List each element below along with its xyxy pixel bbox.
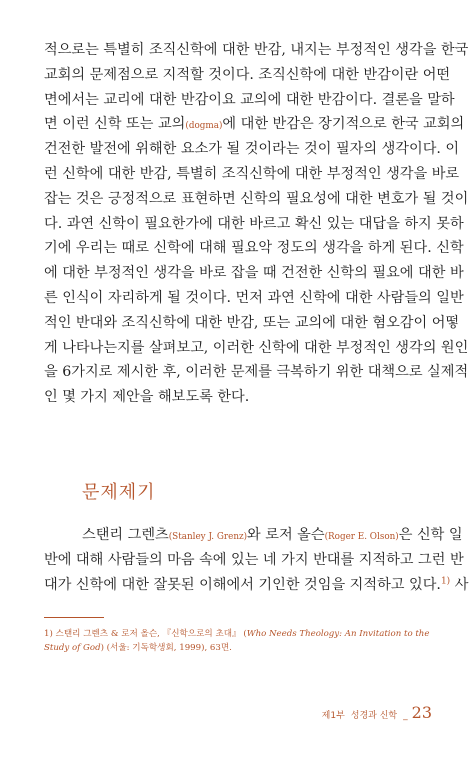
text-line-authors bbox=[44, 523, 463, 548]
author-olson: 와 로저 올슨 bbox=[247, 527, 325, 543]
dogma-gloss: (dogma) bbox=[185, 121, 223, 132]
text-segment: 사 bbox=[450, 576, 469, 593]
text-line: 건전한 발전에 위해한 요소가 될 것이라는 것이 필자의 생각이다. 이 bbox=[44, 141, 460, 158]
footnote-english-title: Who Needs Theology: An Invitation to the Study of God bbox=[44, 629, 430, 653]
text-line: 교회의 문제점으로 지적할 것이다. 조직신학에 대한 반감이란 어떤 bbox=[44, 66, 451, 83]
page-number: 23 bbox=[411, 703, 432, 722]
text-line: 을 6가지로 제시한 후, 이러한 문제를 극복하기 위한 대책으로 실제적 bbox=[44, 364, 469, 381]
author-grenz: 스탠리 그렌츠 bbox=[82, 527, 169, 543]
text-line: 에 대한 부정적인 생각을 바로 잡을 때 건전한 신학의 필요에 대한 바 bbox=[44, 265, 464, 282]
text-segment: 면 이런 신학 또는 교의 bbox=[44, 116, 186, 133]
text-line: 잡는 것은 긍정적으로 표현하면 신학의 필요성에 대한 변호가 될 것이 bbox=[44, 190, 469, 207]
footnote-text: 1) 스탠리 그렌츠 & 로저 올슨, 『신학으로의 초대』 ( bbox=[44, 629, 247, 639]
text-line: 다. 과연 신학이 필요한가에 대한 바르고 확신 있는 대답을 하지 못하 bbox=[44, 215, 464, 232]
text-line: 른 인식이 자리하게 될 것이다. 먼저 과연 신학에 대한 사람들의 일반 bbox=[44, 289, 464, 306]
text-line-dogma bbox=[44, 112, 465, 137]
text-line: 적인 반대와 조직신학에 대한 반감, 또는 교의에 대한 혐오감이 어떻 bbox=[44, 314, 460, 331]
footnote bbox=[44, 627, 434, 655]
section-label: 성경과 신학 bbox=[350, 711, 398, 721]
body-paragraph bbox=[44, 38, 469, 410]
text-line: 기에 우리는 때로 신학에 대해 필요악 정도의 생각을 하게 된다. 신학 bbox=[44, 240, 464, 257]
footnote-divider bbox=[44, 617, 104, 618]
grenz-gloss: (Stanley J. Grenz) bbox=[168, 532, 248, 542]
text-line: 면에서는 교리에 대한 반감이요 교의에 대한 반감이다. 결론을 말하 bbox=[44, 91, 455, 108]
text-line: 게 나타나는지를 살펴보고, 이러한 신학에 대한 부정적인 생각의 원인 bbox=[44, 339, 469, 356]
text-line: 런 신학에 대한 반감, 특별히 조직신학에 대한 부정적인 생각을 바로 bbox=[44, 165, 460, 182]
body-paragraph-2 bbox=[44, 523, 469, 597]
text-line: 반에 대해 사람들의 마음 속에 있는 네 가지 반대를 지적하고 그런 반 bbox=[44, 551, 464, 568]
text-line: 적으로는 특별히 조직신학에 대한 반감, 내지는 부정적인 생각을 한국 bbox=[44, 42, 469, 58]
section-heading: 문제제기 bbox=[82, 482, 156, 503]
running-footer bbox=[322, 703, 432, 722]
text-segment: 대가 신학에 대한 잘못된 이해에서 기인한 것임을 지적하고 있다. bbox=[44, 576, 441, 593]
text-segment: 은 신학 일 bbox=[398, 527, 463, 543]
footnote-text: ) (서울: 기독학생회, 1999), 63면. bbox=[100, 643, 232, 653]
part-label: 제1부 bbox=[321, 711, 345, 721]
footer-dash: _ bbox=[403, 711, 408, 721]
footnote-marker: 1) bbox=[440, 575, 451, 586]
olson-gloss: (Roger E. Olson) bbox=[324, 532, 399, 542]
text-line-fn bbox=[44, 573, 469, 598]
text-line: 인 몇 가지 제안을 해보도록 한다. bbox=[44, 389, 250, 406]
text-segment: 에 대한 반감은 장기적으로 한국 교회의 bbox=[222, 116, 465, 133]
